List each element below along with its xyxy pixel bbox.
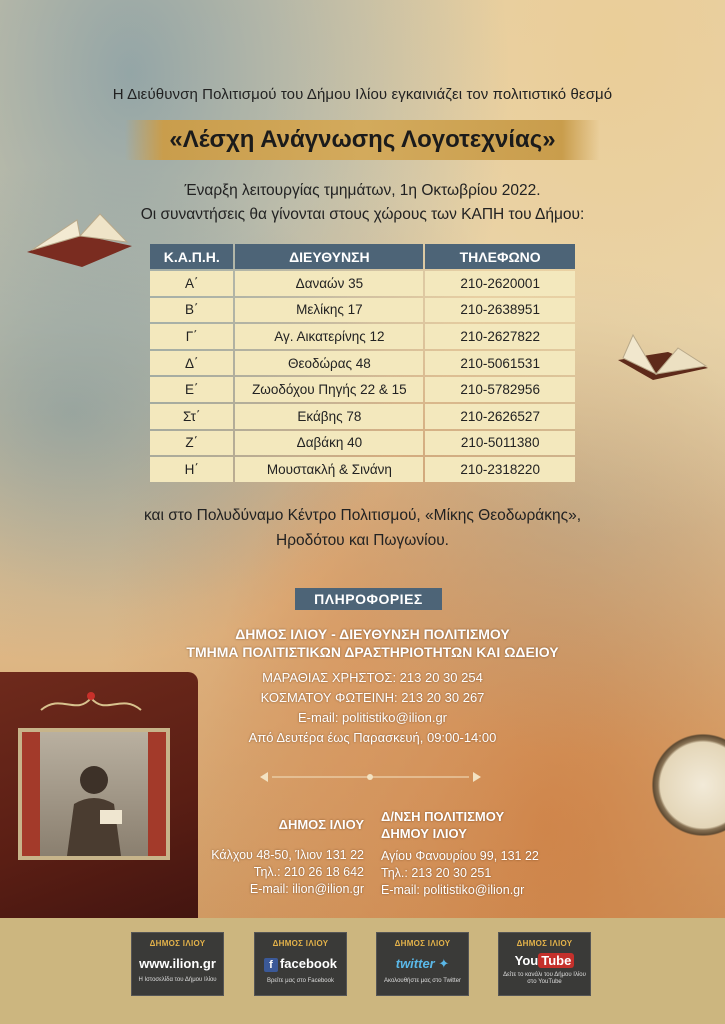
contact-1: ΜΑΡΑΘΙΑΣ ΧΡΗΣΤΟΣ: 213 20 30 254 [262, 670, 483, 685]
address-left-line-2: Τηλ.: 210 26 18 642 [253, 865, 364, 879]
cell-kapi: Α΄ [150, 271, 233, 296]
cell-phone: 210-2626527 [425, 404, 575, 429]
cell-kapi: Ε΄ [150, 377, 233, 402]
address-right-line-1: Αγίου Φανουρίου 99, 131 22 [381, 849, 539, 863]
cell-kapi: Η΄ [150, 457, 233, 482]
header-kapi: Κ.Α.Π.Η. [150, 244, 233, 269]
table-row [150, 431, 575, 456]
youtube-label-you: You [514, 953, 539, 968]
cell-kapi: Β΄ [150, 298, 233, 323]
org-line-2: ΤΜΗΜΑ ΠΟΛΙΤΙΣΤΙΚΩΝ ΔΡΑΣΤΗΡΙΟΤΗΤΩΝ ΚΑΙ ΩΔΕΙΟΥ [186, 644, 559, 660]
youtube-caption: Δείτε το κανάλι του Δήμου Ιλίου στο YouTube [503, 972, 586, 985]
address-culture-dept [381, 808, 561, 899]
cell-phone: 210-2620001 [425, 271, 575, 296]
table-row [150, 457, 575, 482]
website-caption: Η Ιστοσελίδα του Δήμου Ιλίου [138, 977, 217, 983]
facebook-link[interactable] [254, 932, 347, 996]
cell-address: Εκάβης 78 [235, 404, 423, 429]
facebook-icon: f [264, 958, 278, 972]
flying-book-right-icon [608, 330, 713, 388]
cell-kapi: Στ΄ [150, 404, 233, 429]
table-row [150, 298, 575, 323]
brand-label: ΔΗΜΟΣ ΙΛΙΟΥ [394, 939, 451, 948]
office-hours: Από Δευτέρα έως Παρασκευή, 09:00-14:00 [248, 730, 497, 745]
address-left-head: ΔΗΜΟΣ ΙΛΙΟΥ [278, 817, 364, 832]
start-date-text: Έναρξη λειτουργίας τμημάτων, 1η Οκτωβρίου 2022. [184, 182, 541, 199]
meetings-text: Οι συναντήσεις θα γίνονται στους χώρους των ΚΑΠΗ του Δήμου: [140, 206, 585, 223]
cell-address: Μουστακλή & Σινάνη [235, 457, 423, 482]
youtube-label-tube: Tube [538, 953, 574, 968]
brand-label: ΔΗΜΟΣ ΙΛΙΟΥ [149, 939, 206, 948]
title-banner [125, 120, 600, 160]
table-row [150, 271, 575, 296]
extra-venue-text: και στο Πολυδύναμο Κέντρο Πολιτισμού, «Μίκης Θεοδωράκης», [143, 507, 582, 524]
table-row [150, 404, 575, 429]
intro-text: Η Διεύθυνση Πολιτισμού του Δήμου Ιλίου εγκαινιάζει τον πολιτιστικό θεσμό [112, 86, 613, 103]
cell-phone: 210-2638951 [425, 298, 575, 323]
twitter-caption: Ακολουθήστε μας στο Twitter [384, 978, 461, 984]
header-phone: ΤΗΛΕΦΩΝΟ [425, 244, 575, 269]
address-right-head-1: Δ/ΝΣΗ ΠΟΛΙΤΙΣΜΟΥ [381, 809, 505, 824]
cell-address: Αγ. Αικατερίνης 12 [235, 324, 423, 349]
reader-silhouette-icon [22, 732, 166, 856]
facebook-caption: Βρείτε μας στο Facebook [267, 977, 334, 984]
brand-label: ΔΗΜΟΣ ΙΛΙΟΥ [516, 939, 573, 948]
cell-phone: 210-5061531 [425, 351, 575, 376]
footer [0, 918, 725, 1024]
cell-kapi: Δ΄ [150, 351, 233, 376]
website-link[interactable] [131, 932, 224, 996]
pocket-watch-icon [648, 730, 725, 840]
website-label: www.ilion.gr [139, 956, 216, 971]
table-row [150, 377, 575, 402]
cell-address: Μελίκης 17 [235, 298, 423, 323]
cell-address: Δαβάκη 40 [235, 431, 423, 456]
cell-phone: 210-2627822 [425, 324, 575, 349]
cell-phone: 210-5011380 [425, 431, 575, 456]
cell-phone: 210-2318220 [425, 457, 575, 482]
table-row [150, 351, 575, 376]
address-left-line-1: Κάλχου 48-50, Ίλιον 131 22 [211, 848, 364, 862]
brand-label: ΔΗΜΟΣ ΙΛΙΟΥ [272, 939, 329, 948]
cell-kapi: Ζ΄ [150, 431, 233, 456]
kapi-table [148, 242, 577, 484]
twitter-label: twitter [395, 956, 435, 971]
address-right-head-2: ΔΗΜΟΥ ΙΛΙΟΥ [381, 826, 467, 841]
org-line-1: ΔΗΜΟΣ ΙΛΙΟΥ - ΔΙΕΥΘΥΝΣΗ ΠΟΛΙΤΙΣΜΟΥ [235, 626, 510, 642]
address-municipality [190, 816, 364, 898]
ornament-divider-icon [258, 770, 483, 784]
cell-phone: 210-5782956 [425, 377, 575, 402]
address-right-line-2: Τηλ.: 213 20 30 251 [381, 866, 492, 880]
contact-2: ΚΟΣΜΑΤΟΥ ΦΩΤΕΙΝΗ: 213 20 30 267 [260, 690, 485, 705]
extra-venue-address: Ηροδότου και Πωγωνίου. [276, 532, 449, 549]
address-left-email[interactable]: E-mail: ilion@ilion.gr [249, 882, 364, 896]
contact-email[interactable]: E-mail: politistiko@ilion.gr [297, 710, 448, 725]
twitter-link[interactable] [376, 932, 469, 996]
table-header-row [150, 244, 575, 269]
facebook-label: facebook [279, 956, 338, 971]
cell-address: Ζωοδόχου Πηγής 22 & 15 [235, 377, 423, 402]
cell-kapi: Γ΄ [150, 324, 233, 349]
page-title: «Λέσχη Ανάγνωσης Λογοτεχνίας» [169, 126, 556, 153]
book-window-illustration [18, 728, 170, 860]
address-right-email[interactable]: E-mail: politistiko@ilion.gr [381, 883, 525, 897]
cell-address: Δαναών 35 [235, 271, 423, 296]
header-address: ΔΙΕΥΘΥΝΣΗ [235, 244, 423, 269]
table-row [150, 324, 575, 349]
cell-address: Θεοδώρας 48 [235, 351, 423, 376]
twitter-bird-icon: ✦ [434, 956, 450, 971]
youtube-link[interactable] [498, 932, 591, 996]
info-badge: ΠΛΗΡΟΦΟΡΙΕΣ [295, 588, 442, 610]
book-ornament-icon [36, 688, 146, 718]
